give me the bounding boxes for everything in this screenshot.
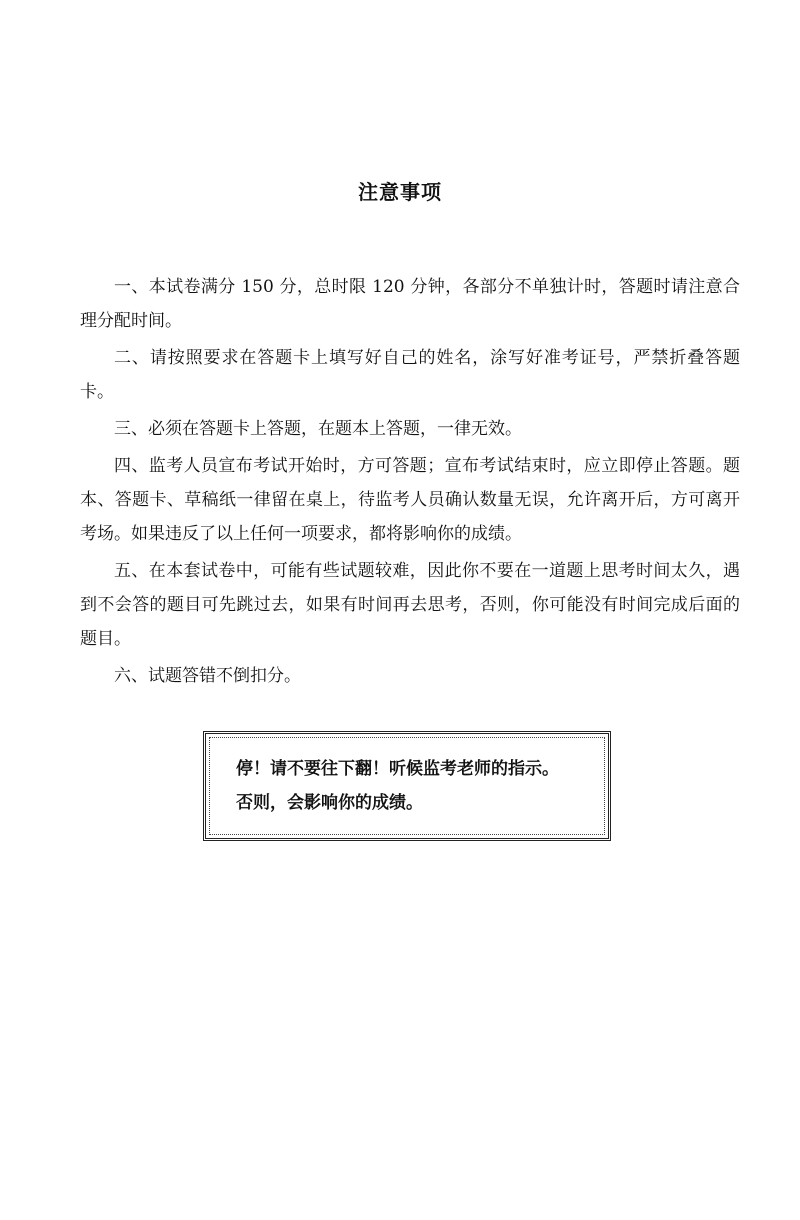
note-item-2: 二、请按照要求在答题卡上填写好自己的姓名，涂写好准考证号，严禁折叠答题卡。 <box>80 348 740 402</box>
notes-list <box>80 270 740 696</box>
stop-notice-line-1: 停！请不要往下翻！听候监考老师的指示。 <box>236 759 559 779</box>
stop-notice-box <box>198 726 616 846</box>
stop-notice-line-2: 否则，会影响你的成绩。 <box>236 793 423 813</box>
note-item-1: 一、本试卷满分 150 分，总时限 120 分钟，各部分不单独计时，答题时请注意合理分配时间。 <box>80 277 740 331</box>
note-item-3: 三、必须在答题卡上答题，在题本上答题，一律无效。 <box>114 419 522 439</box>
ornamental-border <box>203 731 611 841</box>
page-title: 注意事项 <box>358 180 442 204</box>
note-item-4: 四、监考人员宣布考试开始时，方可答题；宣布考试结束时，应立即停止答题。题本、答题卡、草稿纸一律留在桌上，待监考人员确认数量无误，允许离开后，方可离开考场。如果违反了以上任何一项要求，都将影响你的成绩。 <box>80 456 740 544</box>
note-item-5: 五、在本套试卷中，可能有些试题较难，因此你不要在一道题上思考时间太久，遇到不会答的题目可先跳过去，如果有时间再去思考，否则，你可能没有时间完成后面的题目。 <box>80 561 740 649</box>
note-item-6: 六、试题答错不倒扣分。 <box>114 666 301 686</box>
